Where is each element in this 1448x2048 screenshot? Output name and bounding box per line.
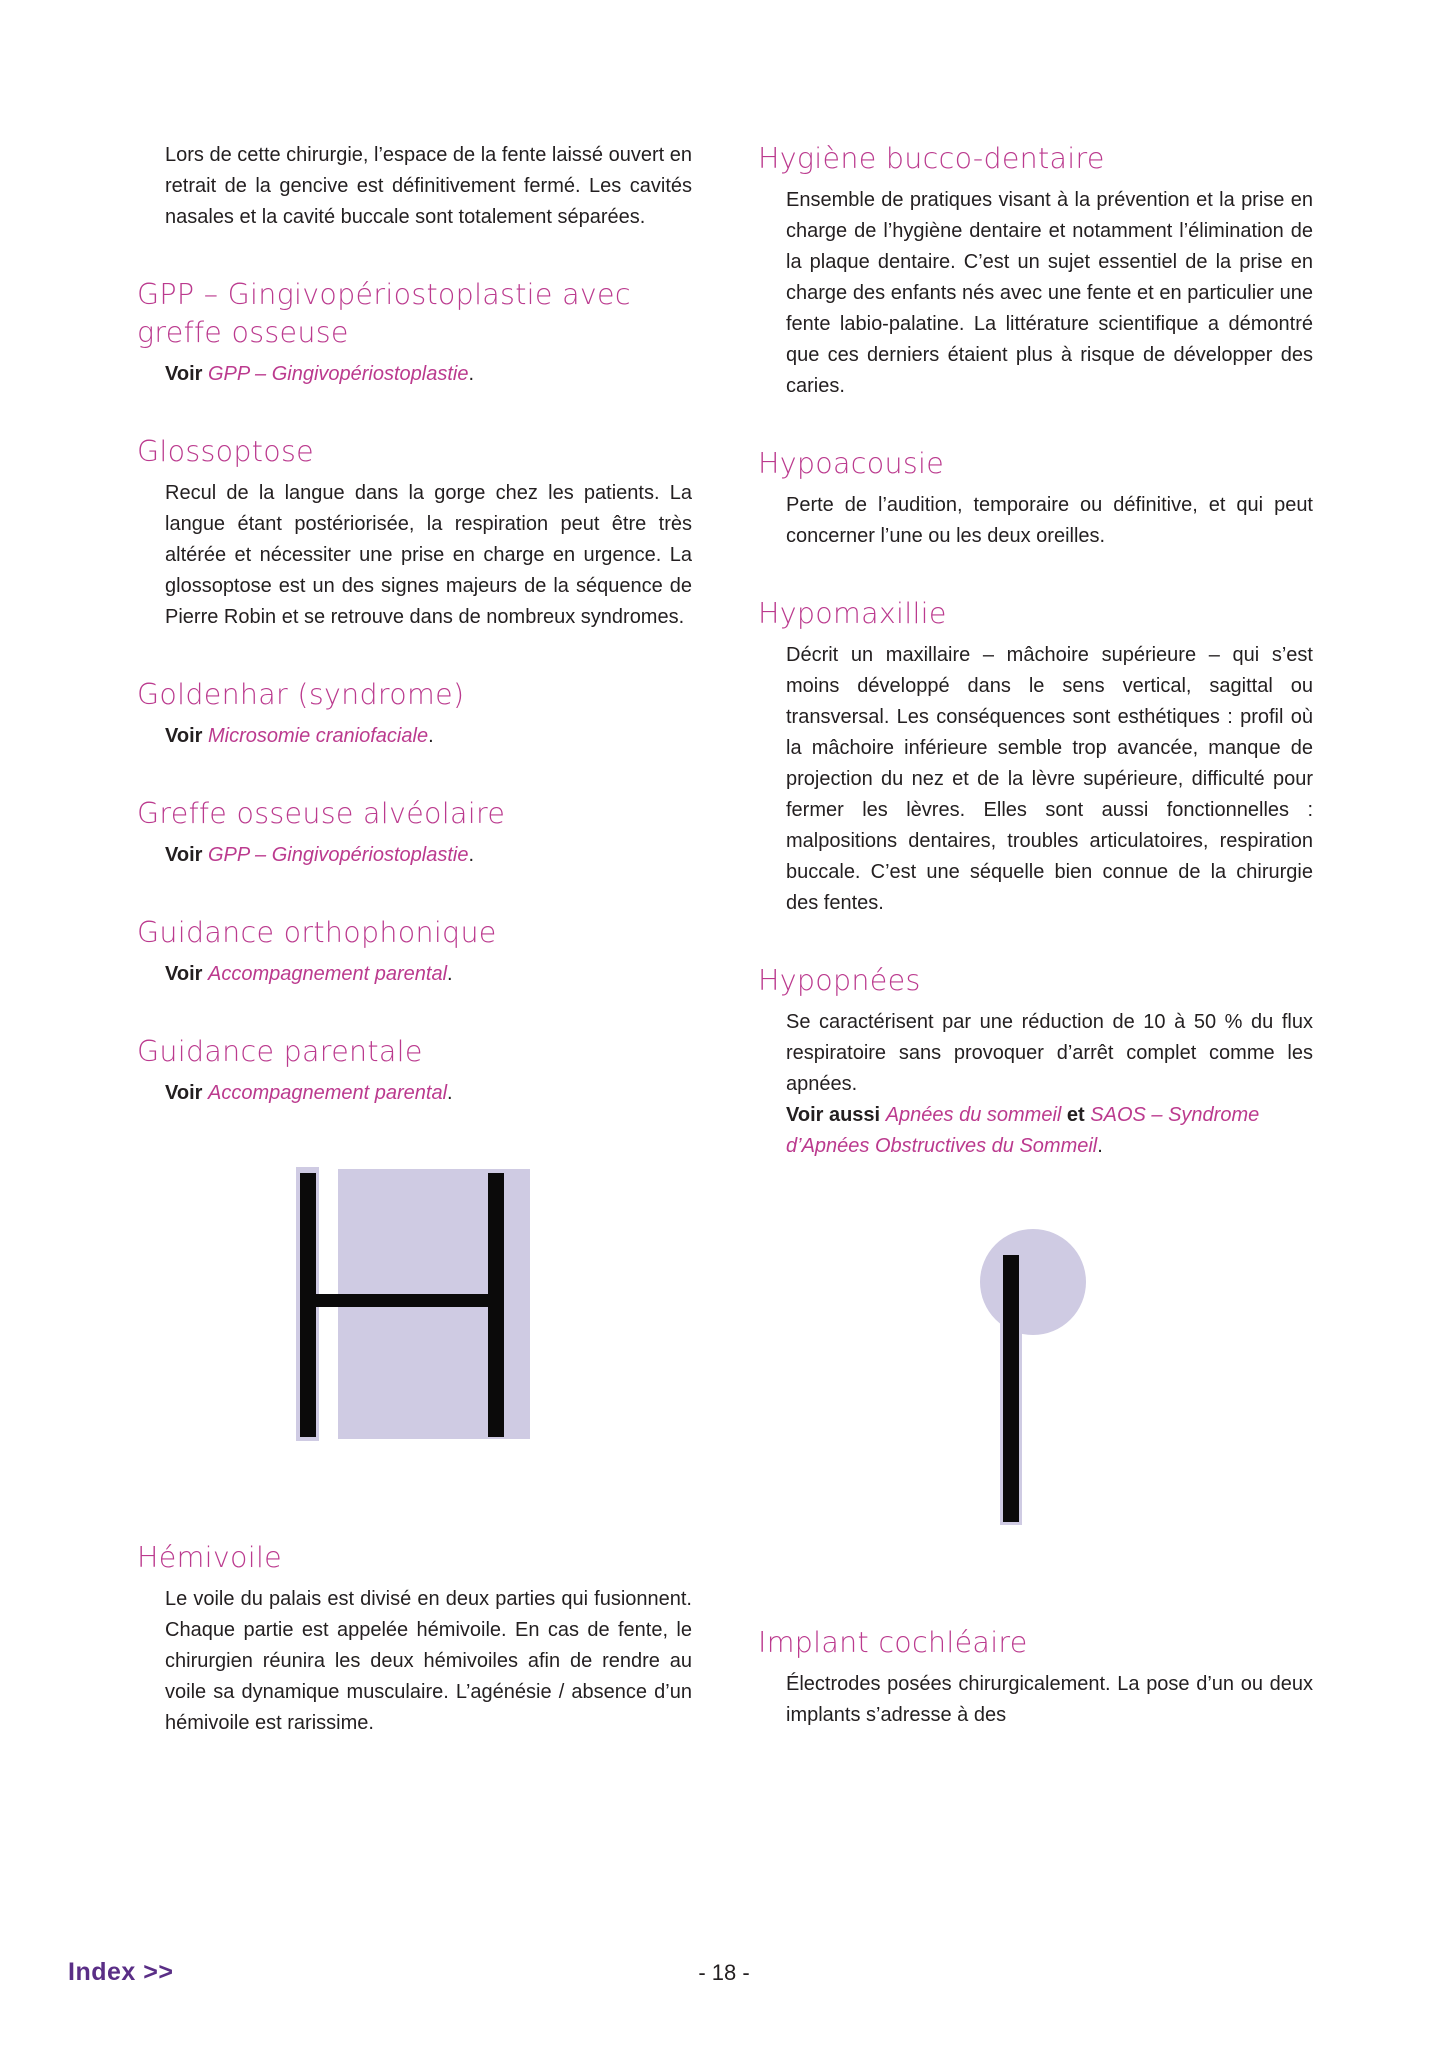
- voir-period: .: [447, 1082, 453, 1104]
- entry-heading: Hypomaxillie: [758, 597, 947, 630]
- entry-hygiene-bucco-dentaire: [758, 140, 1313, 402]
- entry-heading: Hypoacousie: [758, 447, 945, 480]
- section-letter-h-graphic: [296, 1167, 532, 1441]
- cross-reference: [137, 359, 692, 390]
- voir-link[interactable]: GPP – Gingivopériostoplastie: [207, 844, 469, 866]
- letter-i-stem: [1003, 1255, 1019, 1522]
- voir-label: Voir: [165, 725, 203, 747]
- entry-guidance-parentale: [137, 1033, 692, 1109]
- entry-heading: Goldenhar (syndrome): [137, 678, 465, 711]
- voir-label: Voir: [165, 1082, 203, 1104]
- cross-reference: [137, 840, 692, 871]
- entry-glossoptose: [137, 433, 692, 633]
- voir-label: Voir: [165, 844, 203, 866]
- entry-heading: Guidance parentale: [137, 1035, 423, 1068]
- voir-period: .: [447, 963, 453, 985]
- cross-reference: [758, 1100, 1313, 1162]
- entry-heading: Glossoptose: [137, 435, 314, 468]
- voir-period: .: [1097, 1135, 1103, 1157]
- entry-body: Le voile du palais est divisé en deux parties qui fusionnent. Chaque partie est appelée hémivoile. En cas de fente, le chirurgien réunira les deux hémivoiles afin de rendre au voile sa dynamique musculaire. L’agénésie / absence d’un hémivoile est rarissime.: [165, 1588, 692, 1734]
- voir-link[interactable]: SAOS – Syndrome d’Apnées Obstructives du Sommeil: [786, 1104, 1260, 1157]
- entry-heading: Guidance orthophonique: [137, 916, 497, 949]
- voir-link[interactable]: Microsomie craniofaciale: [207, 725, 429, 747]
- entry-heading: Greffe osseuse alvéolaire: [137, 797, 506, 830]
- entry-heading: Hypopnées: [758, 964, 921, 997]
- entry-body: Électrodes posées chirurgicalement. La pose d’un ou deux implants s’adresse à des: [786, 1673, 1313, 1726]
- voir-link[interactable]: Apnées du sommeil: [885, 1104, 1062, 1126]
- entry-body: Se caractérisent par une réduction de 10 à 50 % du flux respiratoire sans provoquer d’arrêt complet comme les apnées.: [786, 1011, 1313, 1095]
- entry-greffe-osseuse-alveolaire: [137, 795, 692, 871]
- voir-period: .: [428, 725, 434, 747]
- entry-heading: Hémivoile: [137, 1541, 283, 1574]
- intro-paragraph: Lors de cette chirurgie, l’espace de la fente laissé ouvert en retrait de la gencive est définitivement fermé. Les cavités nasales et la cavité buccale sont totalement séparées.: [165, 144, 692, 228]
- entry-hypoacousie: [758, 445, 1313, 552]
- entry-implant-cochleaire: [758, 1624, 1313, 1731]
- cross-reference: [137, 959, 692, 990]
- voir-link[interactable]: Accompagnement parental: [207, 1082, 448, 1104]
- entry-intro: [137, 140, 692, 233]
- letter-h-crossbar: [300, 1294, 504, 1307]
- index-link[interactable]: Index >>: [68, 1958, 174, 1986]
- voir-conjunction: et: [1066, 1104, 1085, 1126]
- entry-goldenhar: [137, 676, 692, 752]
- entry-guidance-orthophonique: [137, 914, 692, 990]
- entry-gpp-greffe-osseuse: [137, 276, 692, 390]
- left-column: [137, 140, 692, 1739]
- entry-hemivoile: [137, 1539, 692, 1739]
- entry-hypopnees: [758, 962, 1313, 1162]
- letter-i-lavender-circle: [980, 1229, 1086, 1335]
- voir-link[interactable]: GPP – Gingivopériostoplastie: [207, 363, 469, 385]
- entry-heading: Hygiène bucco-dentaire: [758, 142, 1105, 175]
- page-number: - 18 -: [698, 1960, 750, 1985]
- entry-heading: Implant cochléaire: [758, 1626, 1028, 1659]
- entry-heading: GPP – Gingivopériostoplastie avec greffe osseuse: [137, 278, 631, 349]
- voir-period: .: [468, 363, 475, 385]
- voir-label: Voir: [165, 963, 203, 985]
- cross-reference: [137, 721, 692, 752]
- entry-body: Perte de l’audition, temporaire ou définitive, et qui peut concerner l’une ou les deux oreilles.: [786, 494, 1313, 547]
- right-column: [758, 140, 1313, 1731]
- section-letter-i-graphic: [975, 1226, 1095, 1526]
- voir-link[interactable]: Accompagnement parental: [207, 963, 448, 985]
- cross-reference: [137, 1078, 692, 1109]
- voir-period: .: [468, 844, 475, 866]
- voir-label: Voir aussi: [786, 1104, 881, 1126]
- entry-hypomaxillie: [758, 595, 1313, 919]
- entry-body: Ensemble de pratiques visant à la prévention et la prise en charge de l’hygiène dentaire et notamment l’élimination de la plaque dentaire. C’est un sujet essentiel de la prise en charge des enfants nés avec une fente et en particulier une fente labio-palatine. La littérature scientifique a démontré que ces derniers étaient plus à risque de développer des caries.: [786, 189, 1313, 397]
- voir-label: Voir: [165, 363, 203, 385]
- entry-body: Décrit un maxillaire – mâchoire supérieure – qui s’est moins développé dans le sens vertical, sagittal ou transversal. Les conséquences sont esthétiques : profil où la mâchoire inférieure semble trop avancée, manque de projection du nez et de la lèvre supérieure, difficulté pour fermer les lèvres. Elles sont aussi fonctionnelles : malpositions dentaires, troubles articulatoires, respiration buccale. C’est une séquelle bien connue de la chirurgie des fentes.: [786, 644, 1313, 914]
- entry-body: Recul de la langue dans la gorge chez les patients. La langue étant postériorisée, la respiration peut être très altérée et nécessiter une prise en charge en urgence. La glossoptose est un des signes majeurs de la séquence de Pierre Robin et se retrouve dans de nombreux syndromes.: [165, 482, 692, 628]
